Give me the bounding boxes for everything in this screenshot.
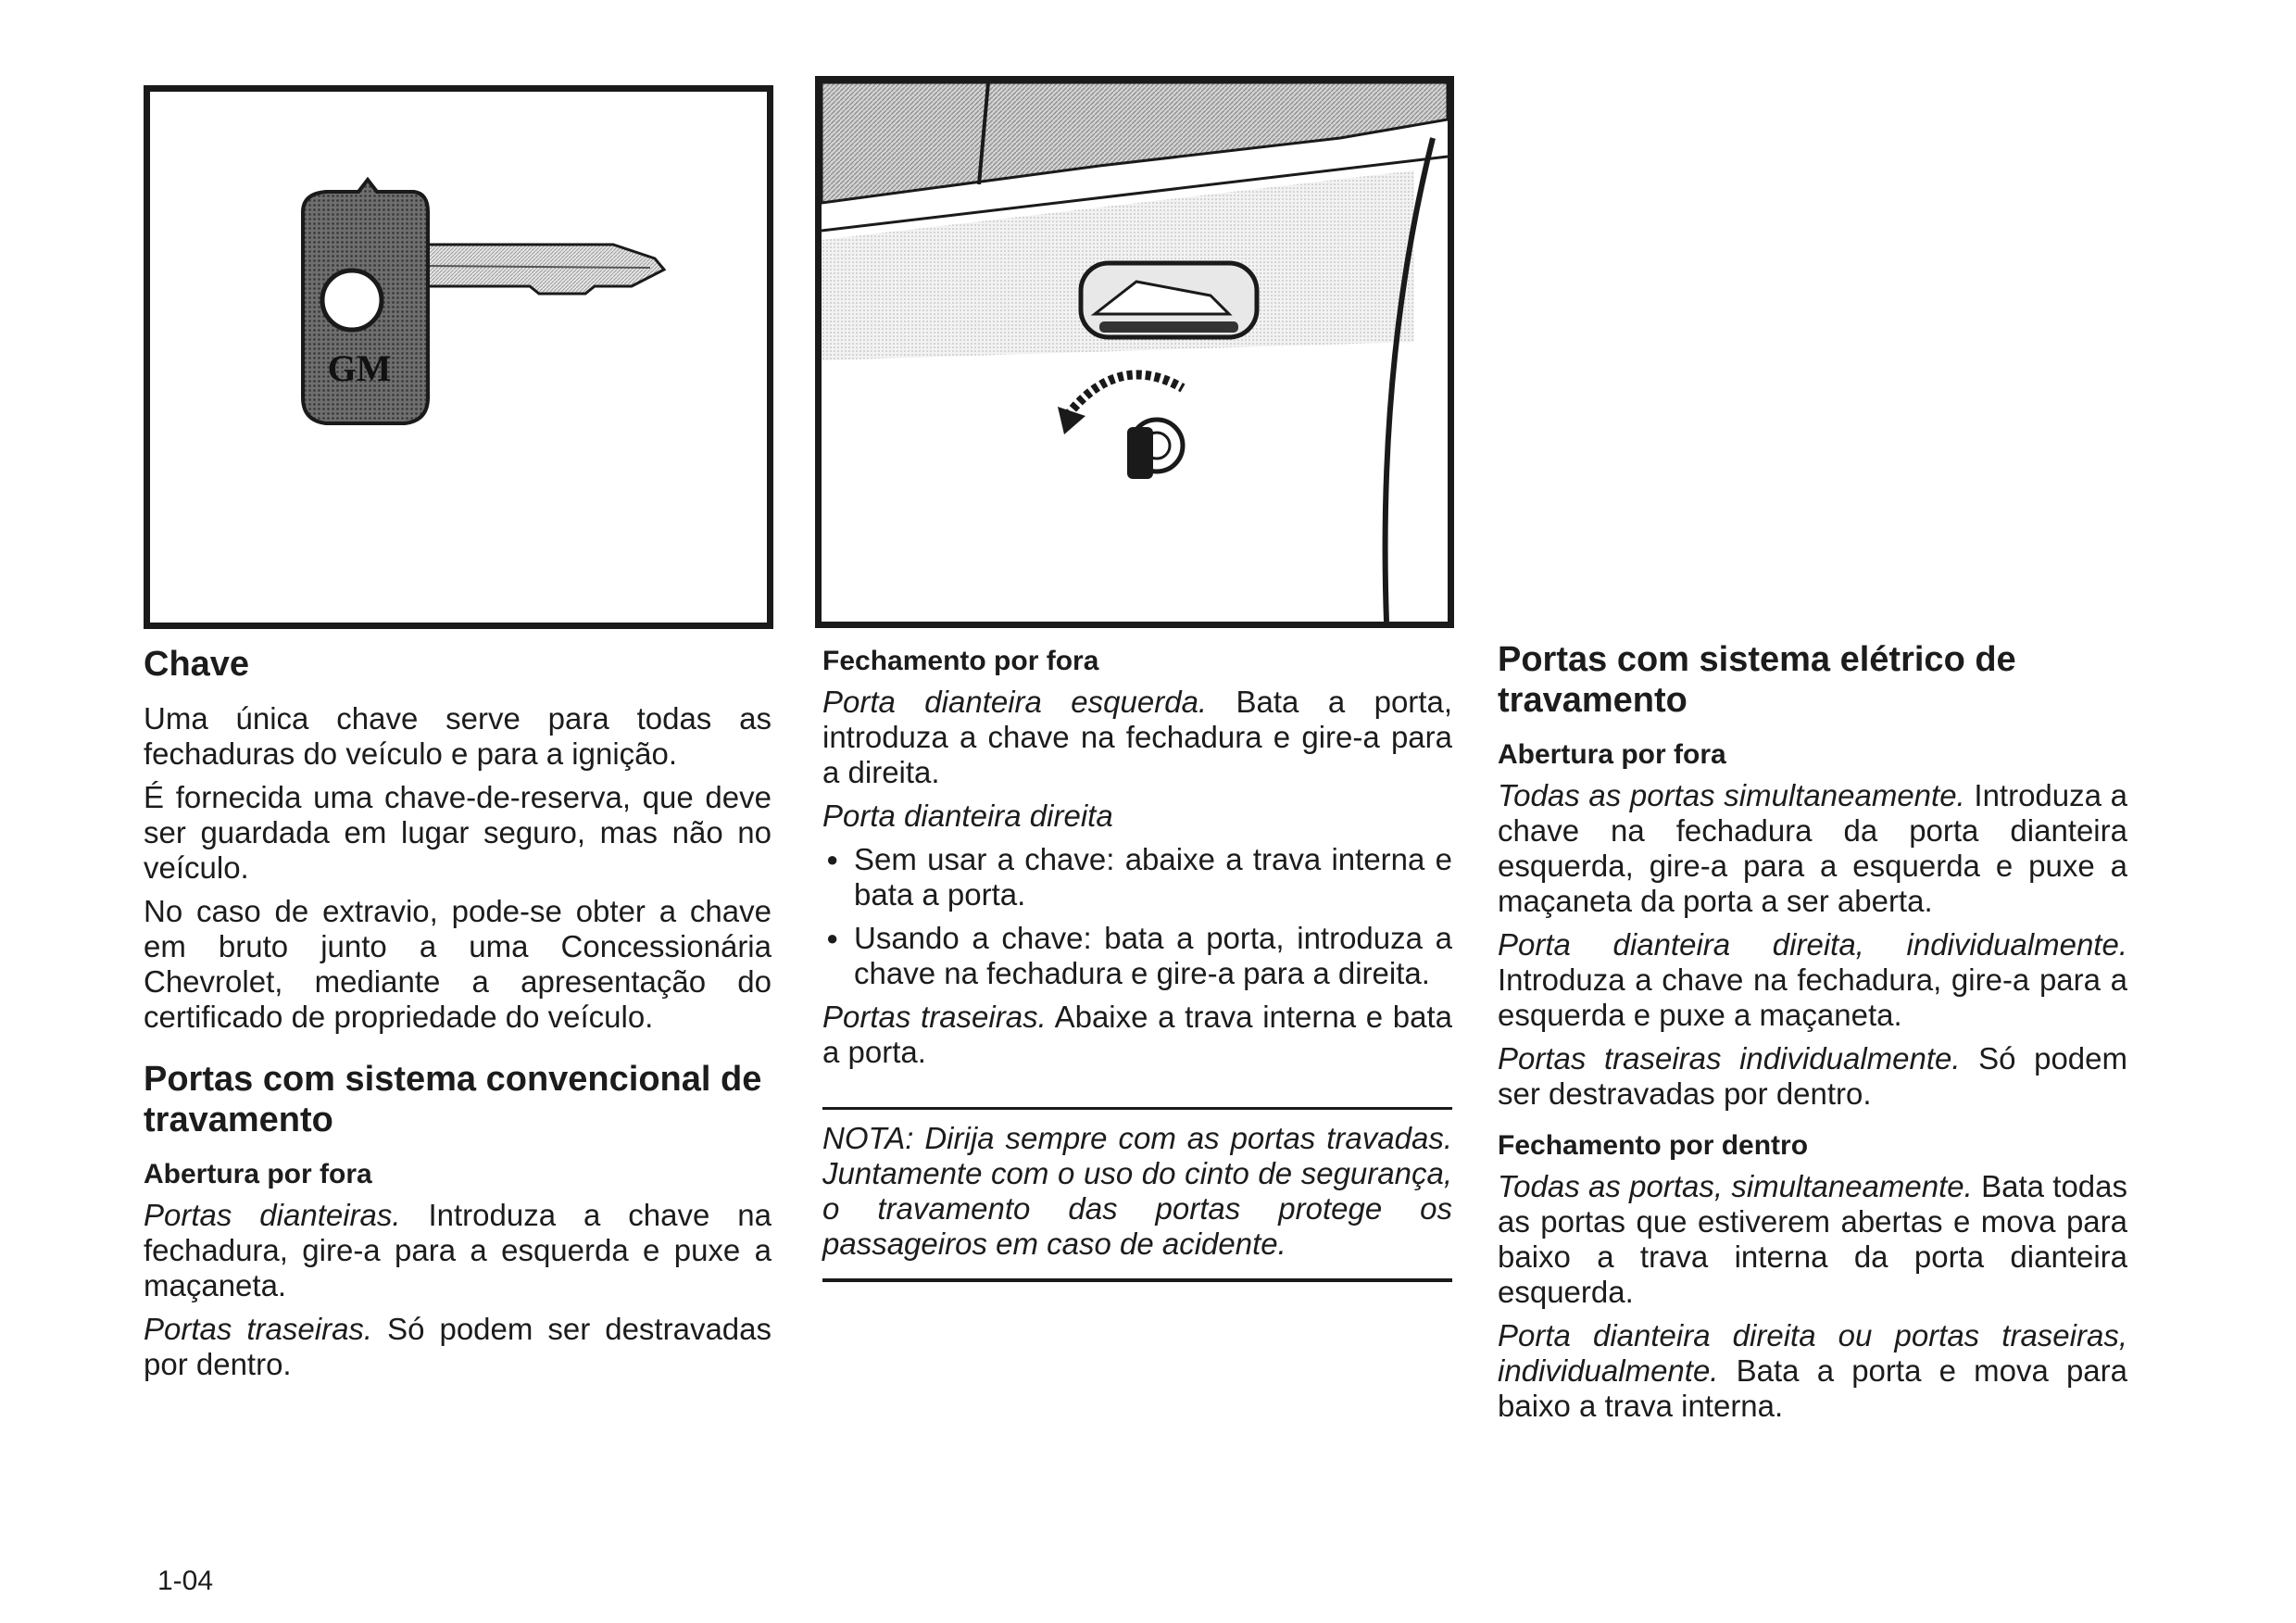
left-column	[144, 644, 772, 1390]
porta-dianteira-esquerda-paragraph	[822, 685, 1452, 790]
portas-traseiras-text: Abaixe a trava interna e bata a porta.	[822, 1000, 1452, 1069]
fechamento-por-fora-heading: Fechamento por fora	[822, 646, 1099, 676]
todas-portas-text: Introduza a chave na fechadura da porta dianteira esquerda, gire-a para a esquerda e puxe a maçaneta da porta a ser aberta.	[1498, 778, 2128, 918]
chave-heading: Chave	[144, 645, 250, 684]
porta-dianteira-esquerda-text: Bata a porta, introduza a chave na fechadura e gire-a para a direita.	[822, 685, 1452, 789]
portas-traseiras-individual-text: Só podem ser destravadas por dentro.	[1498, 1041, 2127, 1111]
portas-dianteiras-label: Portas dianteiras.	[144, 1198, 401, 1232]
portas-traseiras-label: Portas traseiras.	[822, 1000, 1047, 1034]
bullet-list	[822, 842, 1452, 991]
door-lock-figure	[815, 76, 1454, 628]
portas-dianteiras-paragraph	[144, 1198, 772, 1303]
todas-portas-abertura-paragraph	[1498, 778, 2127, 919]
page-number: 1-04	[157, 1566, 214, 1596]
porta-direita-individual-paragraph	[1498, 927, 2127, 1033]
todas-portas-fechamento-paragraph	[1498, 1169, 2127, 1310]
abertura-por-fora-heading: Abertura por fora	[1498, 739, 1726, 770]
porta-direita-individual-label: Porta dianteira direita, individualmente.	[1498, 927, 2127, 962]
porta-dianteira-direita-label: Porta dianteira direita	[822, 799, 1113, 833]
portas-dianteiras-text: Introduza a chave na fechadura, gire-a para a esquerda e puxe a maçaneta.	[144, 1198, 772, 1302]
portas-traseiras-text: Só podem ser destravadas por dentro.	[144, 1312, 772, 1381]
conventional-locking-heading: Portas com sistema convencional de travamento	[144, 1060, 762, 1139]
car-key-illustration	[150, 92, 767, 623]
abertura-por-fora-heading: Abertura por fora	[144, 1159, 372, 1189]
electric-locking-heading: Portas com sistema elétrico de travamento	[1498, 640, 2016, 720]
portas-traseiras-paragraph	[822, 1000, 1452, 1070]
porta-direita-traseiras-paragraph	[1498, 1318, 2127, 1424]
portas-traseiras-label: Portas traseiras.	[144, 1312, 373, 1346]
chave-paragraph-1: Uma única chave serve para todas as fechaduras do veículo e para a ignição.	[144, 701, 772, 771]
right-column	[1498, 639, 2127, 1432]
porta-direita-individual-text: Introduza a chave na fechadura, gire-a para a esquerda e puxe a maçaneta.	[1498, 962, 2127, 1032]
todas-portas-fechamento-label: Todas as portas, simultaneamente.	[1498, 1169, 1973, 1203]
todas-portas-fechamento-text: Bata todas as portas que estiverem abertas e mova para baixo a trava interna da porta dianteira esquerda.	[1498, 1169, 2128, 1309]
chave-paragraph-2: É fornecida uma chave-de-reserva, que deve ser guardada em lugar seguro, mas não no veículo.	[144, 780, 772, 885]
chave-paragraph-3: No caso de extravio, pode-se obter a chave em bruto junto a uma Concessionária Chevrolet, mediante a apresentação do certificado de propriedade do veículo.	[144, 894, 772, 1034]
porta-direita-traseiras-text: Bata a porta e mova para baixo a trava interna.	[1498, 1353, 2127, 1423]
portas-traseiras-individual-paragraph	[1498, 1041, 2127, 1112]
middle-column	[822, 644, 1452, 1282]
todas-portas-label: Todas as portas simultaneamente.	[1498, 778, 1965, 812]
porta-dianteira-esquerda-label: Porta dianteira esquerda.	[822, 685, 1208, 719]
bullet-item: ● Usando a chave: bata a porta, introduza a chave na fechadura e gire-a para a direita.	[822, 921, 1452, 991]
gm-logo: GM	[327, 347, 392, 389]
portas-traseiras-individual-label: Portas traseiras individualmente.	[1498, 1041, 1961, 1076]
door-handle-lock-illustration	[822, 82, 1448, 622]
nota-box: NOTA: Dirija sempre com as portas travadas. Juntamente com o uso do cinto de segurança, o travamento das portas protege os passageiros em caso de acidente.	[822, 1107, 1452, 1282]
porta-direita-traseiras-label: Porta dianteira direita ou portas traseiras, individualmente.	[1498, 1318, 2127, 1388]
bullet-item: ● Sem usar a chave: abaixe a trava interna e bata a porta.	[822, 842, 1452, 912]
fechamento-por-dentro-heading: Fechamento por dentro	[1498, 1130, 1809, 1161]
portas-traseiras-paragraph	[144, 1312, 772, 1382]
key-figure	[144, 85, 773, 629]
